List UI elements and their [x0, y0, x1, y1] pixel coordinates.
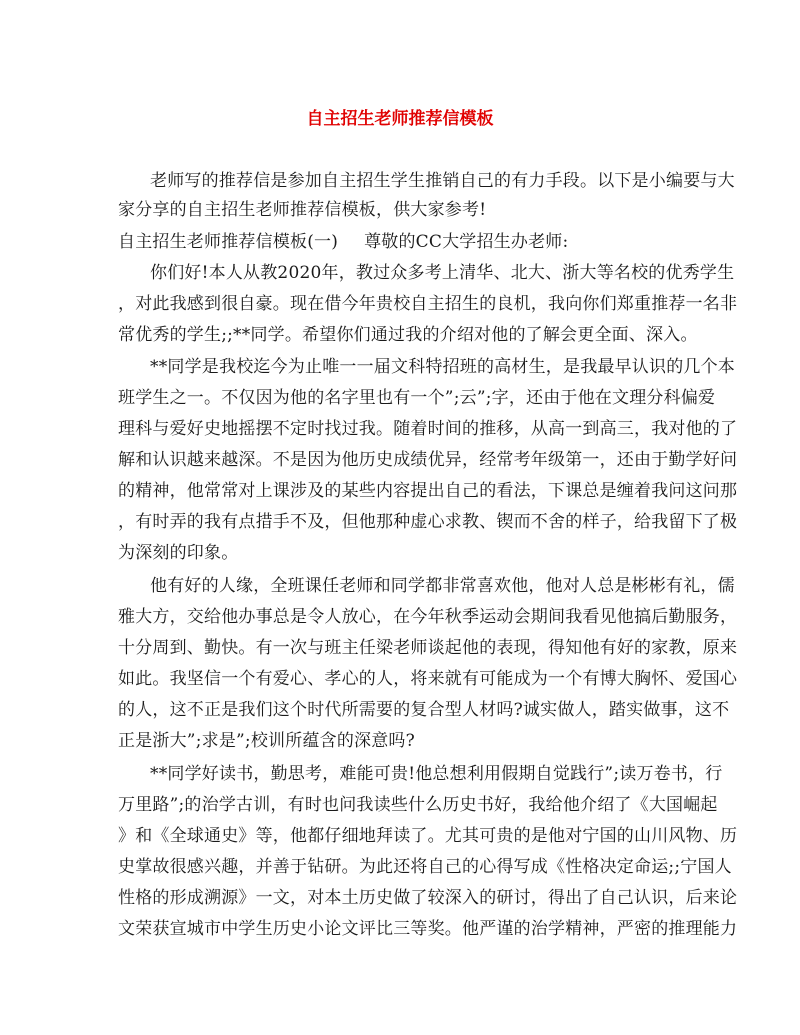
paragraph-line: 的精神，他常常对上课涉及的某些内容提出自己的看法，下课总是缠着我问这问那 [118, 481, 738, 501]
template-label: 自主招生老师推荐信模板(一) [118, 232, 339, 252]
letter-heading [118, 231, 568, 253]
paragraph-line: 为深刻的印象。 [118, 543, 239, 563]
paragraph-line: 史掌故很感兴趣，并善于钻研。为此还将自己的心得写成《性格决定命运;;宁国人 [118, 857, 732, 877]
paragraph-line: 理科与爱好史地摇摆不定时找过我。随着时间的推移，从高一到高三，我对他的了 [118, 419, 738, 439]
paragraph-line: 常优秀的学生;;**同学。希望你们通过我的介绍对他的了解会更全面、深入。 [118, 325, 698, 345]
paragraph-line: 如此。我坚信一个有爱心、孝心的人，将来就有可能成为一个有博大胸怀、爱国心 [118, 669, 738, 689]
paragraph-line: 万里路”;的治学古训，有时也问我读些什么历史书好，我给他介绍了《大国崛起 [118, 795, 718, 815]
paragraph-line: 解和认识越来越深。不是因为他历史成绩优异，经常考年级第一，还由于勤学好问 [118, 450, 738, 470]
paragraph-line: 你们好!本人从教2020年，教过众多考上清华、北大、浙大等名校的优秀学生 [150, 263, 735, 283]
paragraph-line: 性格的形成溯源》一文，对本土历史做了较深入的研讨，得出了自己认识，后来论 [118, 888, 738, 908]
paragraph-line: ，有时弄的我有点措手不及，但他那种虚心求教、锲而不舍的样子，给我留下了极 [118, 512, 738, 532]
document-title: 自主招生老师推荐信模板 [306, 109, 494, 129]
paragraph-line: **同学好读书，勤思考，难能可贵!他总想利用假期自觉践行”;读万卷书，行 [150, 764, 723, 784]
paragraph-line: 的人，这不正是我们这个时代所需要的复合型人材吗?诚实做人，踏实做事，这不 [118, 700, 730, 720]
paragraph-line: 文荣获宣城市中学生历史小论文评比三等奖。他严谨的治学精神，严密的推理能力 [118, 919, 738, 939]
paragraph-line: 他有好的人缘，全班课任老师和同学都非常喜欢他，他对人总是彬彬有礼，儒 [150, 576, 735, 596]
paragraph-line: 老师写的推荐信是参加自主招生学生推销自己的有力手段。以下是小编要与大 [150, 171, 735, 191]
paragraph-line: 十分周到、勤快。有一次与班主任梁老师谈起他的表现，得知他有好的家教，原来 [118, 638, 738, 658]
paragraph-line: 家分享的自主招生老师推荐信模板，供大家参考! [118, 200, 487, 220]
paragraph-line: ，对此我感到很自豪。现在借今年贵校自主招生的良机，我向你们郑重推荐一名非 [118, 294, 738, 314]
paragraph-line: 》和《全球通史》等，他都仔细地拜读了。尤其可贵的是他对宁国的山川风物、历 [118, 826, 738, 846]
paragraph-line: **同学是我校迄今为止唯一一届文科特招班的高材生，是我最早认识的几个本 [150, 357, 735, 377]
salutation: 尊敬的CC大学招生办老师: [364, 232, 569, 252]
paragraph-line: 雅大方，交给他办事总是令人放心，在今年秋季运动会期间我看见他搞后勤服务， [118, 607, 738, 627]
paragraph-line: 班学生之一。不仅因为他的名字里也有一个”;云”;字，还由于他在文理分科偏爱 [118, 388, 716, 408]
paragraph-line: 正是浙大”;求是”;校训所蕴含的深意吗? [118, 731, 415, 751]
